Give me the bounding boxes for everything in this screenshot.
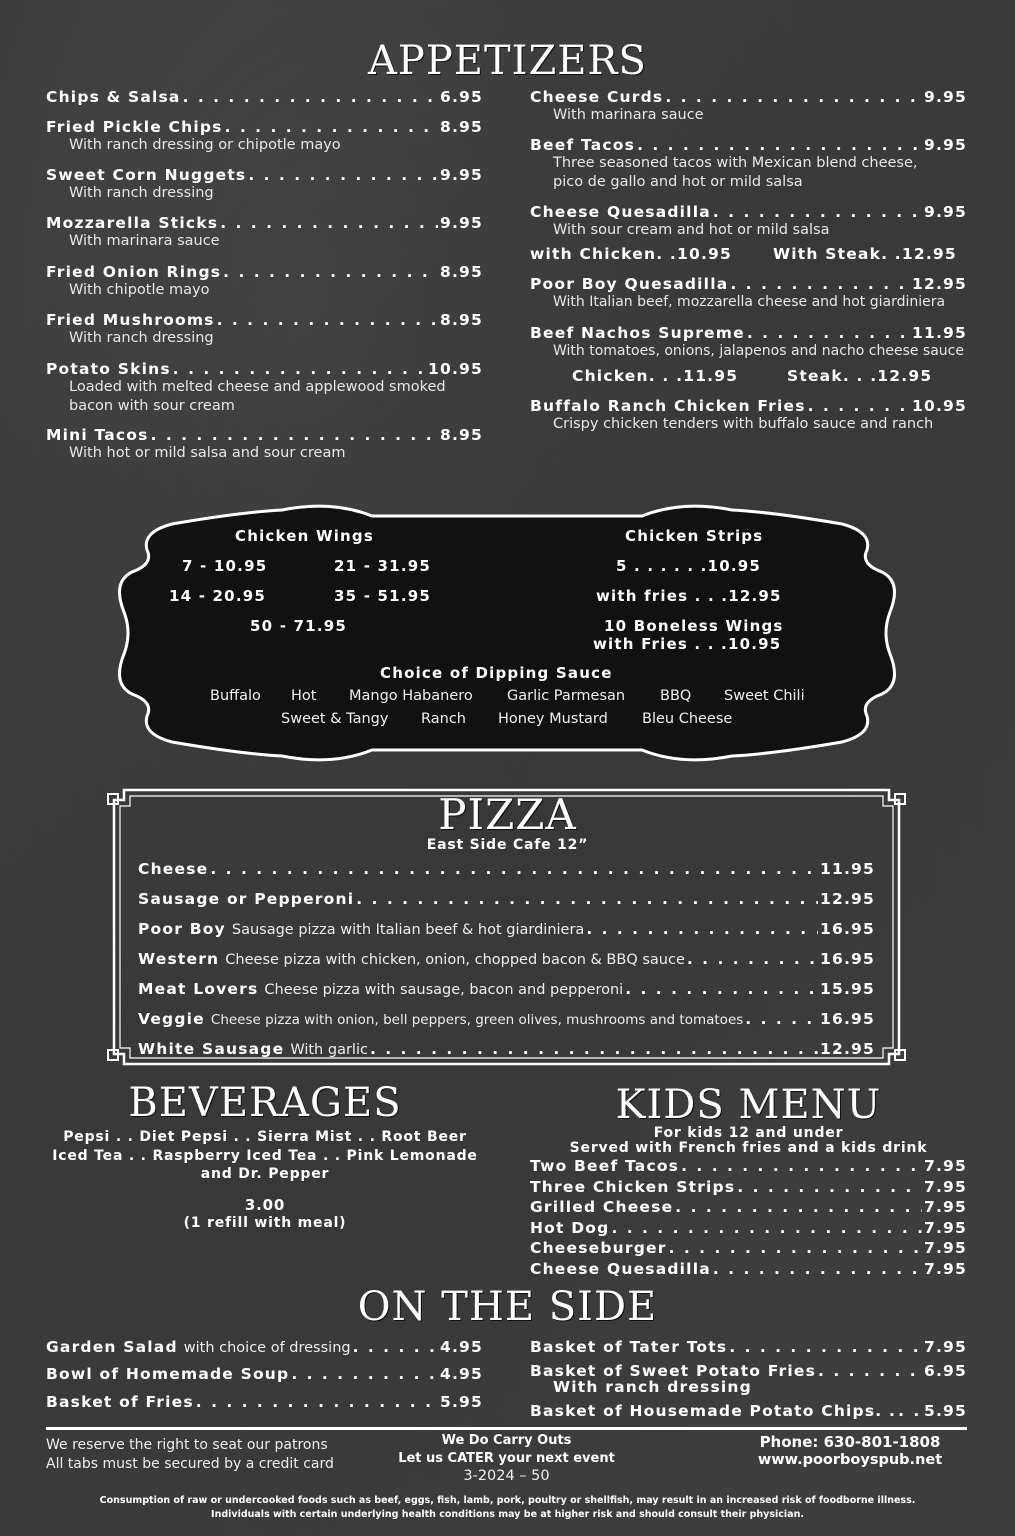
menu-item (530, 397, 967, 434)
menu-item (530, 275, 967, 312)
menu-item (46, 166, 483, 203)
item-price: 11.95 (819, 860, 875, 878)
kids-item (530, 1260, 967, 1278)
beverages-list: Iced Tea . . Raspberry Iced Tea . . Pink Lemonade (52, 1148, 478, 1164)
wings-price: 21 - 31.95 (334, 557, 431, 575)
side-item (530, 1362, 967, 1394)
item-description: With chipotle mayo (69, 282, 210, 298)
item-description-line2: pico de gallo and hot or mild salsa (553, 174, 803, 190)
item-name: Potato Skins (46, 360, 171, 378)
item-name: White Sausage (138, 1040, 285, 1058)
kids-item (530, 1178, 967, 1196)
on-the-side-title: ON THE SIDE (357, 1284, 658, 1330)
item-description: Cheese pizza with sausage, bacon and pepperoni (264, 982, 624, 998)
kids-item (530, 1198, 967, 1216)
pizza-title: PIZZA (438, 790, 577, 839)
item-description-line2: bacon with sour cream (69, 398, 235, 414)
strips-price: with fries . . .12.95 (596, 587, 782, 605)
item-name: Beef Nachos Supreme (530, 324, 745, 342)
menu-item (46, 88, 483, 106)
item-description: Crispy chicken tenders with buffalo sauce and ranch (553, 416, 934, 432)
kids-item (530, 1157, 967, 1175)
boneless-wings-label: 10 Boneless Wings (604, 617, 784, 635)
item-description: with choice of dressing (183, 1340, 351, 1356)
pizza-item (138, 980, 875, 998)
item-name: Sweet Corn Nuggets (46, 166, 247, 184)
item-price: 9.95 (923, 203, 967, 221)
item-price: 16.95 (819, 950, 875, 968)
item-description: With ranch dressing (69, 185, 214, 201)
side-item (46, 1338, 483, 1356)
side-item (530, 1402, 967, 1420)
sauce-option: BBQ (660, 688, 692, 704)
item-description: With marinara sauce (553, 107, 704, 123)
sauce-option: Sweet & Tangy (281, 711, 389, 727)
food-safety-warning: Consumption of raw or undercooked foods such as beef, eggs, fish, lamb, pork, poultry or shellfish, may result in an increased risk of foodborne illness. (99, 1495, 916, 1506)
item-price: 4.95 (439, 1365, 483, 1383)
item-name: Basket of Housemade Potato Chips. . (530, 1402, 897, 1420)
menu-item (46, 263, 483, 300)
item-description: Cheese pizza with chicken, onion, chopped bacon & BBQ sauce (225, 952, 685, 968)
item-name: Hot Dog (530, 1219, 610, 1237)
item-name: Basket of Fries (46, 1393, 194, 1411)
strips-title: Chicken Strips (625, 527, 764, 545)
sauce-option: Sweet Chili (724, 688, 805, 704)
item-name: Veggie (138, 1010, 205, 1028)
item-price: 9.95 (439, 214, 483, 232)
strips-price: 5 . . . . . .10.95 (616, 557, 762, 575)
item-price: 12.95 (819, 890, 875, 908)
kids-menu-subtitle: For kids 12 and under (653, 1125, 844, 1141)
nachos-chicken-option: Chicken. . .11.95 (572, 367, 739, 385)
item-price: 7.95 (923, 1219, 967, 1237)
item-price: 8.95 (439, 311, 483, 329)
item-description: Sausage pizza with Italian beef & hot giardiniera (231, 922, 585, 938)
item-price: 9.95 (923, 88, 967, 106)
beverages-price: 3.00 (244, 1196, 286, 1214)
sauce-option: Mango Habanero (349, 688, 473, 704)
item-description: With hot or mild salsa and sour cream (69, 445, 346, 461)
item-price: 16.95 (819, 1010, 875, 1028)
item-name: Fried Onion Rings (46, 263, 222, 281)
seating-policy: We reserve the right to seat our patrons (46, 1437, 328, 1453)
sauce-option: Honey Mustard (498, 711, 608, 727)
item-name: Beef Tacos (530, 136, 636, 154)
item-price: 15.95 (819, 980, 875, 998)
item-description: With Italian beef, mozzarella cheese and hot giardiniera (553, 294, 946, 310)
item-price: 7.95 (923, 1338, 967, 1356)
item-name: Meat Lovers (138, 980, 259, 998)
item-description: With tomatoes, onions, jalapenos and nacho cheese sauce (553, 343, 964, 359)
item-description: Loaded with melted cheese and applewood smoked (69, 379, 446, 395)
item-price: 6.95 (923, 1362, 967, 1380)
appetizers-title: APPETIZERS (368, 38, 647, 84)
item-name: Garden Salad (46, 1338, 178, 1356)
menu-item (46, 311, 483, 348)
pizza-item (138, 860, 875, 878)
sauce-option: Ranch (421, 711, 466, 727)
quesadilla-steak-option: With Steak. .12.95 (773, 245, 957, 263)
sauce-title: Choice of Dipping Sauce (380, 664, 613, 682)
item-price: 4.95 (439, 1338, 483, 1356)
menu-item (46, 360, 483, 416)
pizza-item (138, 890, 875, 908)
item-description: With marinara sauce (69, 233, 220, 249)
version-code: 3-2024 – 50 (463, 1468, 550, 1484)
wings-price: 7 - 10.95 (182, 557, 268, 575)
wings-title: Chicken Wings (235, 527, 374, 545)
item-name: Sausage or Pepperoni (138, 890, 355, 908)
item-price: 9.95 (439, 166, 483, 184)
item-name: Cheese (138, 860, 209, 878)
side-item (46, 1365, 483, 1383)
menu-item (530, 136, 967, 192)
menu-item (46, 214, 483, 251)
website-link[interactable]: www.poorboyspub.net (757, 1452, 943, 1468)
kids-menu-title: KIDS MENU (615, 1082, 882, 1128)
item-name: Cheeseburger (530, 1239, 667, 1257)
item-price: 10.95 (911, 397, 967, 415)
item-description: With ranch dressing (69, 330, 214, 346)
boneless-wings-price: with Fries . . .10.95 (593, 635, 782, 653)
footer-divider (46, 1427, 967, 1430)
item-name: Chips & Salsa (46, 88, 181, 106)
item-price: 5.95 (923, 1402, 967, 1420)
pizza-item (138, 920, 875, 938)
sauce-option: Buffalo (210, 688, 261, 704)
item-name: Bowl of Homemade Soup (46, 1365, 290, 1383)
kids-item (530, 1239, 967, 1257)
item-name: Poor Boy (138, 920, 226, 938)
item-price: 8.95 (439, 426, 483, 444)
menu-item (46, 426, 483, 463)
wings-price: 14 - 20.95 (169, 587, 266, 605)
item-name: Fried Mushrooms (46, 311, 215, 329)
item-price: 16.95 (819, 920, 875, 938)
item-price: 5.95 (439, 1393, 483, 1411)
carry-out-note: We Do Carry Outs (441, 1433, 572, 1448)
item-description: With ranch dressing or chipotle mayo (69, 137, 341, 153)
sauce-option: Bleu Cheese (642, 711, 733, 727)
item-name: Three Chicken Strips (530, 1178, 736, 1196)
menu-item (530, 203, 967, 240)
catering-note: Let us CATER your next event (398, 1451, 615, 1466)
sauce-option: Hot (291, 688, 317, 704)
food-safety-warning: Individuals with certain underlying health conditions may be at higher risk and should consult their physician. (211, 1509, 804, 1520)
item-description: With garlic (290, 1042, 368, 1058)
item-price: 10.95 (427, 360, 483, 378)
item-name: Grilled Cheese (530, 1198, 674, 1216)
kids-item (530, 1219, 967, 1237)
item-description: Cheese pizza with onion, bell peppers, green olives, mushrooms and tomatoes (210, 1012, 744, 1028)
item-description: Three seasoned tacos with Mexican blend cheese, (553, 155, 918, 171)
menu-item (46, 118, 483, 155)
phone-number: Phone: 630-801-1808 (759, 1433, 941, 1451)
item-price: 7.95 (923, 1198, 967, 1216)
item-price: 12.95 (911, 275, 967, 293)
item-price: 8.95 (439, 263, 483, 281)
item-name: Cheese Quesadilla (530, 1260, 711, 1278)
wings-price: 35 - 51.95 (334, 587, 431, 605)
kids-menu-subtitle: Served with French fries and a kids drink (569, 1140, 928, 1156)
item-name: Buffalo Ranch Chicken Fries (530, 397, 806, 415)
item-name: Basket of Sweet Potato Fries (530, 1362, 817, 1380)
menu-item (530, 324, 967, 361)
item-price: 7.95 (923, 1260, 967, 1278)
item-name: Poor Boy Quesadilla (530, 275, 729, 293)
beverages-title: BEVERAGES (128, 1080, 402, 1126)
beverages-refill-note: (1 refill with meal) (183, 1215, 347, 1231)
pizza-item (138, 950, 875, 968)
item-description: With sour cream and hot or mild salsa (553, 222, 830, 238)
side-item (530, 1338, 967, 1356)
item-name: Mini Tacos (46, 426, 149, 444)
wings-price: 50 - 71.95 (250, 617, 347, 635)
item-price: 7.95 (923, 1239, 967, 1257)
item-price: 7.95 (923, 1157, 967, 1175)
item-description: With ranch dressing (553, 1378, 752, 1396)
sauce-option: Garlic Parmesan (507, 688, 626, 704)
item-price: 6.95 (439, 88, 483, 106)
side-item (46, 1393, 483, 1411)
item-name: Fried Pickle Chips (46, 118, 223, 136)
item-name: Two Beef Tacos (530, 1157, 680, 1175)
quesadilla-chicken-option: with Chicken. .10.95 (530, 245, 733, 263)
item-name: Cheese Curds (530, 88, 664, 106)
nachos-steak-option: Steak. . .12.95 (787, 367, 933, 385)
item-price: 9.95 (923, 136, 967, 154)
item-name: Basket of Tater Tots (530, 1338, 728, 1356)
item-price: 11.95 (911, 324, 967, 342)
menu-item (530, 88, 967, 125)
item-price: 7.95 (923, 1178, 967, 1196)
pizza-subtitle: East Side Cafe 12” (426, 837, 589, 853)
item-price: 8.95 (439, 118, 483, 136)
item-name: Mozzarella Sticks (46, 214, 219, 232)
item-name: Cheese Quesadilla (530, 203, 711, 221)
wings-plaque (112, 502, 902, 764)
item-name: Western (138, 950, 220, 968)
item-price: 12.95 (819, 1040, 875, 1058)
tab-policy: All tabs must be secured by a credit card (46, 1456, 334, 1472)
beverages-list: Pepsi . . Diet Pepsi . . Sierra Mist . . Root Beer (63, 1129, 467, 1145)
beverages-list: and Dr. Pepper (200, 1166, 330, 1182)
pizza-item (138, 1040, 875, 1058)
pizza-item (138, 1010, 875, 1028)
